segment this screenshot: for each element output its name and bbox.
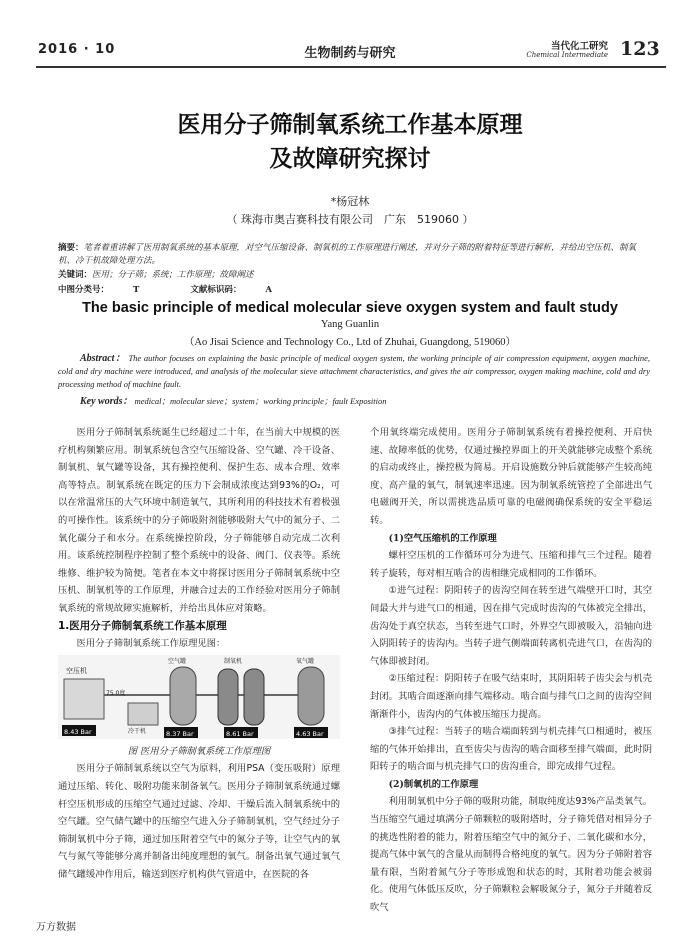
oxygen-generator-tower-b bbox=[244, 669, 264, 725]
figure-caption: 图 医用分子筛制氧系统工作原理图 bbox=[127, 745, 271, 757]
column-2-continuation: 个用氧终端完成使用。医用分子筛制氧系统有着操控便利、开启快速、故障率低的优势，仅通过操控界面上的开关就能够完成整个系统的启动或终止，操控极为简易。开启设施数分钟后就能够产生较高纯度、高产量的氧气，制氧速率迅速。因为制氧系统管控了全部进出气电磁阀开关，所以需挑选品质可靠的电磁阀确保系统的安全平稳运转。 bbox=[370, 427, 652, 526]
subsection-2-paragraph-1: 利用制氧机中分子筛的吸附功能，制取纯度达93%产品类氧气。当压缩空气通过填满分子筛颗粒的吸附塔时，分子筛凭借对相异分子的挑选性附着的能力，附着压缩空气中的氮分子、二氧化碳和水分，提高气体中氧气的含量从而制得合格纯度的氧气。因为分子筛附着容量有限，当附着氮气分子等形成饱和状态的时，其附着功能会被弱化。使用气体低压反吹，分子筛颗粒会解吸氮分子，氮分子并随着反吹气 bbox=[370, 796, 652, 914]
keywords-cn-text: 医用；分子筛；系统；工作原理；故障阐述 bbox=[92, 270, 254, 280]
section-title: 生物制药与研究 bbox=[304, 46, 396, 61]
header-divider bbox=[36, 66, 666, 68]
subsection-1-paragraph-2: ①进气过程：阴阳转子的齿沟空间在转至进气端壁开口时，其空间最大并与进气口的相通，因在排气完成时齿沟的气体被完全排出，齿沟处于真空状态，当转至进气口时，外界空气即被吸入，沿轴向进入阴阳转子的齿沟内。当转子进气侧端面转离机壳进气口，在齿沟的气体即被封闭。 bbox=[370, 585, 652, 667]
english-keywords-label: Key words bbox=[80, 396, 123, 407]
gauge-generator: 8.61 Bar bbox=[226, 729, 254, 738]
subsection-1-paragraph-3: ②压缩过程：阴阳转子在吸气结束时，其阴阳转子齿尖会与机壳封闭。其啮合面逐渐向排气端移动。啮合面与排气口之间的齿沟空间渐渐件小，齿沟内的气体被压缩压力提高。 bbox=[370, 673, 652, 720]
article-title-line2: 及故障研究探讨 bbox=[269, 146, 431, 172]
section-1-heading: 1.医用分子筛制氧系统工作基本原理 bbox=[58, 619, 227, 632]
journal-name-cn: 当代化工研究 bbox=[550, 41, 608, 52]
oxygen-tank bbox=[298, 667, 324, 725]
clc-value: T bbox=[133, 285, 140, 295]
subsection-1-heading: (1)空气压缩机的工作原理 bbox=[388, 532, 497, 544]
subsection-2-heading: (2)制氧机的工作原理 bbox=[388, 778, 479, 790]
oxygen-generator-tower-a bbox=[218, 669, 238, 725]
abstract-cn-text: 笔者着重讲解了医用制氧系统的基本原理，对空气压缩设备、制氧机的工作原理进行阐述，并对分子筛的附着特征等进行解析，并给出空压机、制氧机、冷干机故障处理方法。 bbox=[58, 243, 637, 266]
doc-code-label: 文献标识码： bbox=[190, 285, 242, 295]
gauge-compressor: 8.43 Bar bbox=[64, 727, 92, 736]
affiliation: （ 珠海市奥吉赛科技有限公司 广东 519060 ） bbox=[226, 213, 474, 226]
section-1-text: 医用分子筛制氧系统以空气为原料，利用PSA（变压吸附）原理通过压缩、转化、吸附功能来制备氧气。医用分子筛制氧系统通过螺杆空压机形成的压缩空气通过过滤、冷却、干燥后流入制氧系统中的空气罐。空气储气罐中的压缩空气进入分子筛制氧机，空气经过分子筛制氧机中分子筛，通过加压附着空气中的氮分子等，让空气内的氧气与氮气等能够分离并制备出纯度理想的氧气。制备出氧气通过氧气储气罐缓冲作用后，输送到医疗机构供气管道中，在医院的各 bbox=[58, 763, 340, 880]
english-abstract: Abstract： The author focuses on explaining the basic principle of medical oxygen system, the working principle of air compression equipment, oxygen machine, cold and dry machine were introduced, and analysis of the molecular sieve attachment characteristics, and gives the air compressor, oxygen making machine, cold and dry processing method of machine fault. bbox=[58, 353, 651, 389]
english-author: Yang Guanlin bbox=[320, 319, 380, 330]
keywords-cn-label: 关键词： bbox=[58, 270, 93, 280]
english-keywords-text: medical；molecular sieve；system；working principle；fault Exposition bbox=[134, 396, 387, 406]
system-diagram bbox=[58, 655, 340, 739]
issue-date: 2016 · 10 bbox=[38, 42, 116, 57]
dryer-unit bbox=[128, 703, 158, 725]
classification bbox=[58, 283, 320, 295]
label-dryer: 冷干机 bbox=[128, 727, 147, 735]
temp-readout: 75.0度 bbox=[106, 689, 126, 697]
air-tank bbox=[170, 667, 196, 725]
journal-name-en: Chemical Intermediate bbox=[526, 51, 608, 59]
abstract-cn-label: 摘要： bbox=[58, 243, 84, 253]
keywords-cn bbox=[58, 269, 648, 282]
gauge-air-tank: 8.37 Bar bbox=[166, 729, 194, 738]
clc-label: 中图分类号： bbox=[58, 285, 110, 295]
english-title: The basic principle of medical molecular sieve oxygen system and fault study bbox=[82, 300, 618, 316]
page-number: 123 bbox=[620, 38, 660, 60]
air-compressor-unit bbox=[64, 679, 104, 719]
subsection-1-paragraph-1: 螺杆空压机的工作循环可分为进气、压缩和排气三个过程。随着转子旋转，每对相互啮合的齿相继完成相同的工作循环。 bbox=[370, 550, 652, 579]
intro-paragraph: 医用分子筛制氧系统诞生已经超过二十年，在当前大中规模的医疗机构频繁应用。制氧系统包含空气压缩设备、空气罐、冷干设备、制氧机、氧气罐等设备，其有操控便利、保护生态、成本合理、效率高等特点。制氧系统在既定的压力下会制成浓度达到93%的O₂，可以在常温常压的大气环境中制造氧气，其所利用的科技技术有着极强的可操作性。该系统中的分子筛吸附剂能够吸附大气中的氮分子、二氧化碳分子和水分。在系统操控阶段，分子筛能够自动完成二次利用。该系统控制程序控制了整个系统中的设备、阀门、仪表等。系统维修、维护较为简便。笔者在本文中将探讨医用分子筛制氧系统中空压机、制氧机等的工作原理，并融合过去的工作经验对医用分子筛制氧系统的常规故障实施解析，并给出具体应对策略。 bbox=[58, 427, 340, 614]
label-air-tank: 空气罐 bbox=[168, 657, 187, 665]
body-column-right bbox=[370, 424, 652, 917]
section-1-lead: 医用分子筛制氧系统工作原理见图： bbox=[76, 638, 226, 650]
english-affiliation: （Ao Jisai Science and Technology Co., Ltd of Zhuhai, Guangdong, 519060） bbox=[183, 337, 517, 348]
gauge-oxygen-tank: 4.63 Bar bbox=[296, 729, 324, 738]
abstract-cn bbox=[58, 242, 648, 268]
label-oxygen-tank: 氧气罐 bbox=[296, 657, 315, 665]
label-air-compressor: 空压机 bbox=[66, 666, 87, 675]
article-title-line1: 医用分子筛制氧系统工作基本原理 bbox=[177, 112, 523, 138]
footer-watermark: 万方数据 bbox=[36, 922, 76, 933]
english-abstract-text: The author focuses on explaining the basic principle of medical oxygen system, the working principle of air compression equipment, oxygen machine, cold and dry machine were introduced, and analysis of the molecular sieve attachment characteristics, and gives the air compressor, oxygen making machine, cold and dry processing method of machine fault. bbox=[58, 353, 651, 389]
english-abstract-label: Abstract bbox=[80, 353, 115, 364]
author: *杨冠林 bbox=[330, 195, 370, 208]
body-column-left bbox=[58, 424, 340, 883]
label-oxygen-generator: 制氧机 bbox=[224, 657, 243, 665]
subsection-1-paragraph-4: ③排气过程：当转子的啮合端面转到与机壳排气口相通时，被压缩的气体开始排出，直至齿尖与齿沟的啮合面移至排气端面，此时阴阳转子的啮合面与机壳排气口的齿沟重合，即完成排气过程。 bbox=[370, 726, 652, 773]
doc-code-value: A bbox=[265, 285, 272, 295]
english-keywords: Key words： medical；molecular sieve；system；working principle；fault Exposition bbox=[80, 396, 387, 407]
